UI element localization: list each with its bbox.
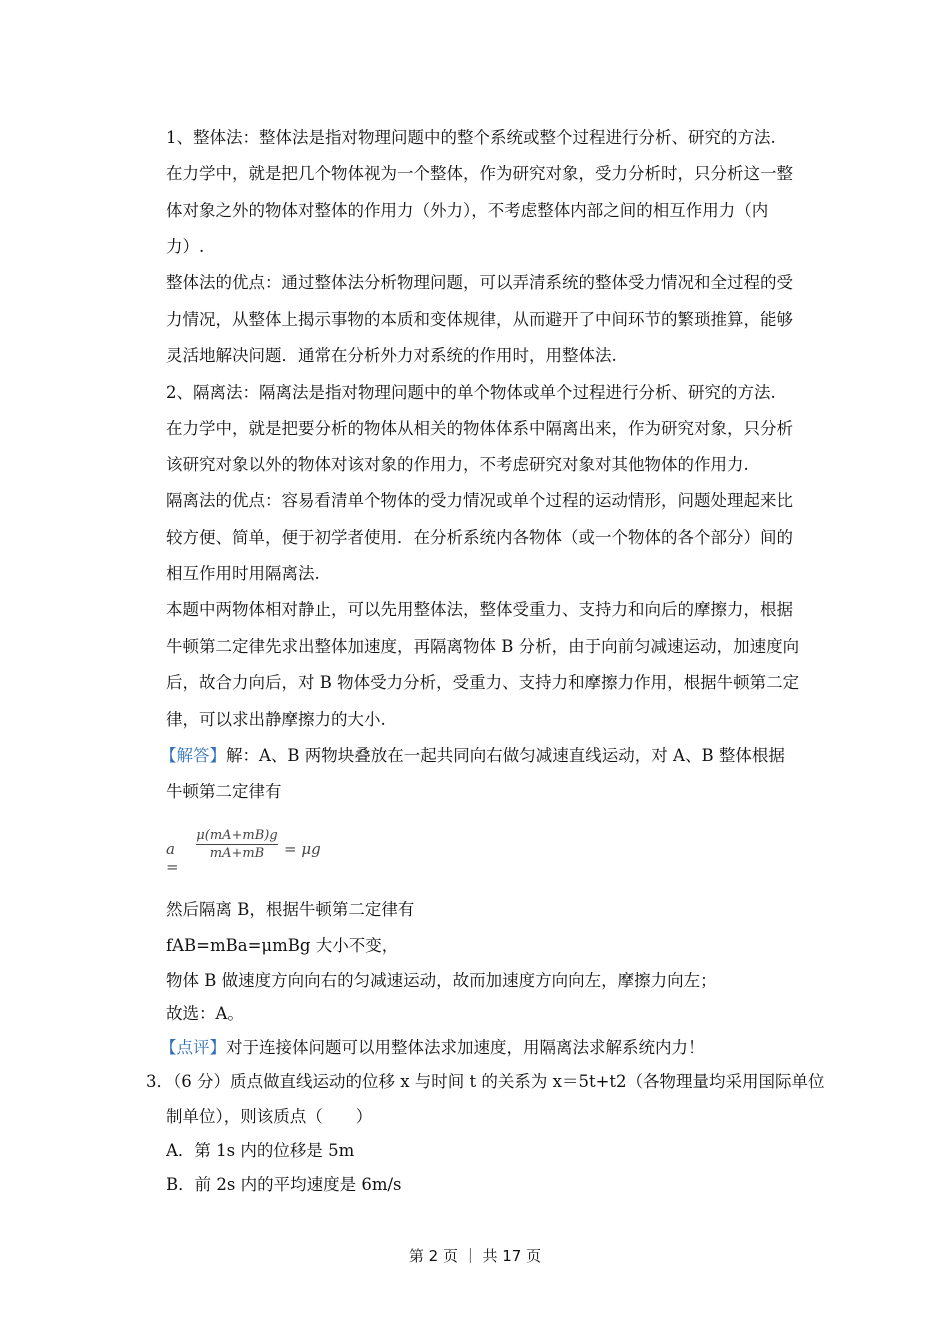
text-line: 整体法的优点：通过整体法分析物理问题，可以弄清系统的整体受力情况和全过程的受 xyxy=(166,273,793,292)
comment-text: 对于连接体问题可以用整体法求加速度，用隔离法求解系统内力！ xyxy=(226,1038,705,1057)
text-line: 2、隔离法：隔离法是指对物理问题中的单个物体或单个过程进行分析、研究的方法. xyxy=(166,383,776,402)
answer-text: 解：A、B 两物块叠放在一起共同向右做匀减速直线运动，对 A、B 整体根据 xyxy=(226,746,785,765)
text-line: 灵活地解决问题．通常在分析外力对系统的作用时，用整体法. xyxy=(166,346,617,365)
question-stem: 3．（6 分）质点做直线运动的位移 x 与时间 t 的关系为 x＝5t+t2（各物理量均采用国际单位 xyxy=(146,1072,825,1091)
question-stem: 制单位），则该质点（ ） xyxy=(166,1107,373,1126)
comment-line xyxy=(160,1038,705,1058)
text-line: 后，故合力向后，对 B 物体受力分析，受重力、支持力和摩擦力作用，根据牛顿第二定 xyxy=(166,673,800,692)
text-line: 较方便、简单，便于初学者使用．在分析系统内各物体（或一个物体的各个部分）间的 xyxy=(166,528,793,547)
text-line: 隔离法的优点：容易看清单个物体的受力情况或单个过程的运动情形，问题处理起来比 xyxy=(166,491,793,510)
text-line: 牛顿第二定律有 xyxy=(166,782,282,801)
text-line: 在力学中，就是把几个物体视为一个整体，作为研究对象，受力分析时，只分析这一整 xyxy=(166,164,793,183)
formula-fraction xyxy=(196,828,278,861)
text-line: 该研究对象以外的物体对该对象的作用力，不考虑研究对象对其他物体的作用力. xyxy=(166,455,749,474)
text-line: 体对象之外的物体对整体的作用力（外力），不考虑整体内部之间的相互作用力（内 xyxy=(166,201,769,220)
formula-lhs: a = xyxy=(166,840,179,876)
answer-line xyxy=(160,746,785,766)
answer-tag: 【解答】 xyxy=(160,746,226,765)
formula-numerator: μ(mA+mB)g xyxy=(196,828,278,843)
page-footer: 第 2 页 ｜ 共 17 页 xyxy=(408,1247,542,1265)
text-line: 在力学中，就是把要分析的物体从相关的物体体系中隔离出来，作为研究对象，只分析 xyxy=(166,419,793,438)
text-line: 力）. xyxy=(166,237,205,256)
text-line: 律，可以求出静摩擦力的大小. xyxy=(166,710,386,729)
option-a: A．第 1s 内的位移是 5m xyxy=(166,1141,355,1160)
text-line: 1、整体法：整体法是指对物理问题中的整个系统或整个过程进行分析、研究的方法. xyxy=(166,128,776,147)
comment-tag: 【点评】 xyxy=(160,1038,226,1057)
text-line: 物体 B 做速度方向向右的匀减速运动，故而加速度方向向左，摩擦力向左； xyxy=(166,971,717,990)
text-line: 力情况，从整体上揭示事物的本质和变体规律，从而避开了中间环节的繁琐推算，能够 xyxy=(166,310,793,329)
formula-rhs: = μg xyxy=(284,840,321,858)
text-line: 本题中两物体相对静止，可以先用整体法，整体受重力、支持力和向后的摩擦力，根据 xyxy=(166,600,793,619)
formula-denominator: mA+mB xyxy=(209,846,265,861)
text-line: 牛顿第二定律先求出整体加速度，再隔离物体 B 分析，由于向前匀减速运动，加速度向 xyxy=(166,637,800,656)
text-line: 然后隔离 B，根据牛顿第二定律有 xyxy=(166,900,415,919)
text-line: 相互作用时用隔离法. xyxy=(166,564,320,583)
friction-equation: fAB=mBa=μmBg 大小不变， xyxy=(166,936,399,955)
text-line: 故选：A。 xyxy=(166,1004,244,1023)
option-b: B．前 2s 内的平均速度是 6m/s xyxy=(166,1175,402,1194)
